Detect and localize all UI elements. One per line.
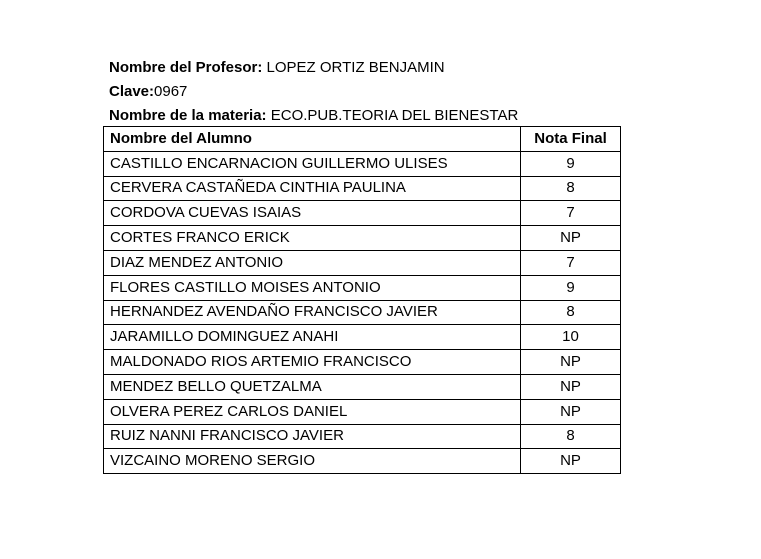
student-grade: 9 [521, 275, 621, 300]
table-row [104, 350, 621, 375]
student-grade: 8 [521, 176, 621, 201]
table-row [104, 275, 621, 300]
student-grade: 7 [521, 201, 621, 226]
column-header-grade: Nota Final [521, 127, 621, 152]
table-row [104, 300, 621, 325]
student-name: JARAMILLO DOMINGUEZ ANAHI [104, 325, 521, 350]
materia-value: ECO.PUB.TEORIA DEL BIENESTAR [266, 107, 519, 124]
clave-line [109, 80, 518, 104]
student-name: FLORES CASTILLO MOISES ANTONIO [104, 275, 521, 300]
student-name: HERNANDEZ AVENDAÑO FRANCISCO JAVIER [104, 300, 521, 325]
student-grade: 7 [521, 250, 621, 275]
profesor-label: Nombre del Profesor: [109, 59, 263, 76]
table-row [104, 226, 621, 251]
table-header-row [104, 127, 621, 152]
clave-value: 0967 [154, 83, 188, 100]
student-name: MALDONADO RIOS ARTEMIO FRANCISCO [104, 350, 521, 375]
student-grade: NP [521, 399, 621, 424]
table-row [104, 201, 621, 226]
materia-line [109, 104, 518, 128]
student-name: MENDEZ BELLO QUETZALMA [104, 374, 521, 399]
student-grade: 8 [521, 424, 621, 449]
student-name: VIZCAINO MORENO SERGIO [104, 449, 521, 474]
table-row [104, 424, 621, 449]
student-grade: NP [521, 374, 621, 399]
student-name: DIAZ MENDEZ ANTONIO [104, 250, 521, 275]
student-name: CORDOVA CUEVAS ISAIAS [104, 201, 521, 226]
profesor-value: LOPEZ ORTIZ BENJAMIN [262, 59, 445, 76]
table-row [104, 449, 621, 474]
student-grade: 10 [521, 325, 621, 350]
table-row [104, 176, 621, 201]
table-row [104, 374, 621, 399]
student-name: CERVERA CASTAÑEDA CINTHIA PAULINA [104, 176, 521, 201]
table-row [104, 250, 621, 275]
grades-table [103, 126, 621, 474]
student-name: OLVERA PEREZ CARLOS DANIEL [104, 399, 521, 424]
student-grade: 8 [521, 300, 621, 325]
table-row [104, 151, 621, 176]
student-name: RUIZ NANNI FRANCISCO JAVIER [104, 424, 521, 449]
student-grade: NP [521, 449, 621, 474]
student-grade: NP [521, 226, 621, 251]
document-header [109, 56, 518, 128]
student-grade: 9 [521, 151, 621, 176]
student-grade: NP [521, 350, 621, 375]
clave-label: Clave: [109, 83, 155, 100]
materia-label: Nombre de la materia: [109, 107, 267, 124]
student-name: CORTES FRANCO ERICK [104, 226, 521, 251]
table-row [104, 399, 621, 424]
student-name: CASTILLO ENCARNACION GUILLERMO ULISES [104, 151, 521, 176]
profesor-line [109, 56, 518, 80]
table-row [104, 325, 621, 350]
column-header-name: Nombre del Alumno [104, 127, 521, 152]
